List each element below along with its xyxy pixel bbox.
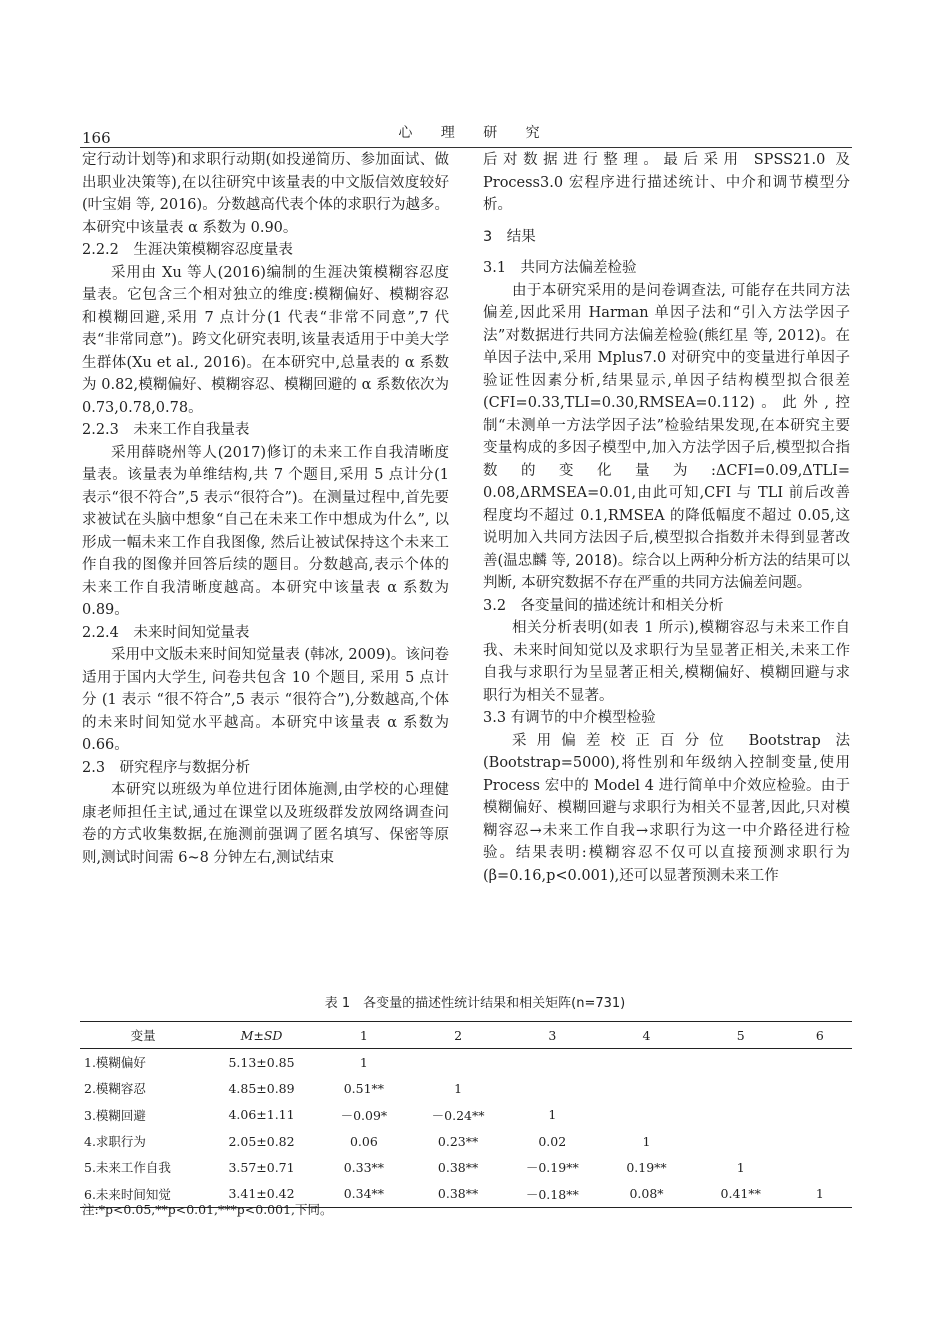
table-row — [80, 1049, 852, 1076]
paragraph: 采用中文版未来时间知觉量表 (韩冰, 2009)。该问卷适用于国内大学生, 问卷共包含 10 个题目, 采用 5 点计分 (1 表示 “很不符合”,5 表示 “很符合”),分数越高,个体的未来时间知觉水平越高。本研究中该量表 α 系数为 0.66。 — [82, 647, 449, 753]
table-cell: 0.34** — [317, 1180, 411, 1207]
table-cell: 5.未来工作自我 — [84, 1160, 171, 1176]
table-cell — [694, 1128, 788, 1154]
paragraph: 由于本研究采用的是问卷调查法, 可能存在共同方法偏差,因此采用 Harman 单因子法和“引入方法学因子法”对数据进行共同方法偏差检验(熊红星 等, 2012)。在单因子法中,采用 Mplus7.0 对研究中的变量进行单因子验证性因素分析,结果显示,单因子结构模型拟合很差(CFI=0.33,TLI=0.30,RMSEA=0.112)。此外,控制“未测单一方法学因子法”检验结果发现,在本研究主要变量构成的多因子模型中,加入方法学因子后,模型拟合指数的变化量为:ΔCFI=0.09,ΔTLI= 0.08,ΔRMSEA=0.01,由此可知,CFI 与 TLI 前后改善程度均不超过 0.1,RMSEA 的降低幅度不超过 0.05,这说明加入共同方法因子后,模型拟合指数并未得到显著改善(温忠麟 等, 2018)。综合以上两种分析方法的结果可以判断, 本研究数据不存在严重的共同方法偏差问题。 — [483, 282, 850, 591]
paragraph: 采用薛晓州等人(2017)修订的未来工作自我清晰度量表。该量表为单维结构,共 7 个题目,采用 5 点计分(1 表示“很不符合”,5 表示“很符合”)。在测量过程中,首先要求被试在头脑中想象“自己在未来工作中想成为什么”, 以形成一幅未来工作自我图像, 然后让被试保持这个未来工作自我的图像并回答后续的题目。分数越高,表示个体的未来工作自我清晰度越高。本研究中该量表 α 系数为 0.89。 — [82, 444, 449, 618]
table-cell: 3.57±0.71 — [228, 1159, 295, 1175]
table-cell — [694, 1102, 788, 1128]
left-column — [82, 149, 449, 869]
table-cell: 1 — [736, 1159, 745, 1175]
section-heading: 3.1 共同方法偏差检验 — [483, 260, 637, 276]
paragraph: 采用偏差校正百分位 Bootstrap 法 (Bootstrap=5000),将性别和年级纳入控制变量,使用 Process 宏中的 Model 4 进行简单中介效应检验。由于模糊偏好、模糊回避与求职行为相关不显著,因此,只对模糊容忍→未来工作自我→求职行为这一中介路径进行检验。结果表明:模糊容忍不仅可以直接预测求职行为(β=0.16,p<0.001),还可以显著预测未来工作 — [483, 732, 850, 884]
table-cell: 6.未来时间知觉 — [80, 1180, 206, 1207]
table-cell: 4.85±0.89 — [228, 1080, 295, 1096]
section-heading: 3.2 各变量间的描述统计和相关分析 — [483, 597, 724, 614]
table-cell — [694, 1049, 788, 1076]
table-header-cell: 6 — [788, 1022, 852, 1049]
paragraph: 采用由 Xu 等人(2016)编制的生涯决策模糊容忍度量表。它包含三个相对独立的维度:模糊偏好、模糊容忍和模糊回避,采用 7 点计分(1 代表“非常不同意”,7 代表“非常同意”)。跨文化研究表明,该量表适用于中美大学生群体(Xu et al., 2016)。在本研究中,总量表的 α 系数为 0.82,模糊偏好、模糊容忍、模糊回避的 α 系数依次为 0.73,0.78,0.78。 — [82, 264, 449, 416]
table-cell: 1 — [454, 1080, 463, 1096]
table-cell: 5.13±0.85 — [228, 1054, 295, 1070]
table-cell: 1 — [642, 1133, 651, 1149]
table-note: 注:*p<0.05,**p<0.01,***p<0.001,下同。 — [82, 1202, 333, 1217]
table-cell: 3.41±0.42 — [206, 1180, 317, 1207]
table-header-cell: 3 — [505, 1022, 599, 1049]
table-cell: 0.02 — [538, 1133, 567, 1149]
paragraph: 本研究以班级为单位进行团体施测,由学校的心理健康老师担任主试,通过在课堂以及班级群发放网络调查问卷的方式收集数据,在施测前强调了匿名填写、保密等原则,测试时间需 6~8 分钟左右,测试结束 — [82, 782, 449, 866]
table-row — [80, 1128, 852, 1154]
table-cell: 1 — [788, 1180, 852, 1207]
table-cell — [788, 1154, 852, 1180]
section-heading: 2.2.4 未来时间知觉量表 — [82, 624, 250, 641]
table-cell — [788, 1049, 852, 1076]
table-cell: －0.19** — [525, 1160, 579, 1176]
table-cell — [599, 1049, 693, 1076]
section-heading: 2.2.3 未来工作自我量表 — [82, 422, 250, 438]
table-cell: 0.33** — [343, 1159, 385, 1175]
section-heading: 2.3 研究程序与数据分析 — [82, 759, 251, 776]
section-heading: 3.3 有调节的中介模型检验 — [483, 710, 656, 726]
table-cell: －0.24** — [431, 1107, 485, 1123]
paragraph: 后对数据进行整理。最后采用 SPSS21.0 及 Process3.0 宏程序进行描述统计、中介和调节模型分析。 — [483, 152, 850, 213]
table-cell — [411, 1049, 505, 1076]
table-cell: 0.19** — [626, 1159, 667, 1175]
table-cell: －0.18** — [505, 1180, 599, 1207]
table-cell: 0.41** — [694, 1180, 788, 1207]
table-cell: 0.23** — [437, 1133, 479, 1149]
table-cell — [599, 1102, 693, 1128]
table-row — [80, 1075, 852, 1101]
journal-title: 心 理 研 究 — [398, 125, 552, 141]
table-header-cell: 变量 — [80, 1022, 206, 1049]
table-cell — [599, 1075, 693, 1101]
table-cell: 1 — [359, 1054, 368, 1070]
table-cell — [788, 1128, 852, 1154]
table-cell: 4.06±1.11 — [228, 1107, 295, 1123]
table-cell: 1.模糊偏好 — [84, 1055, 146, 1071]
page-number: 166 — [82, 129, 111, 147]
table-cell: 0.38** — [411, 1180, 505, 1207]
section-heading: 3 结果 — [483, 228, 536, 245]
table-cell: 4.求职行为 — [84, 1134, 146, 1150]
table-row — [80, 1102, 852, 1128]
section-heading: 2.2.2 生涯决策模糊容忍度量表 — [82, 242, 293, 258]
table-cell — [694, 1075, 788, 1101]
table-cell: 1 — [548, 1107, 557, 1123]
table-cell — [505, 1049, 599, 1076]
table-cell — [505, 1075, 599, 1101]
table-cell: 0.08* — [599, 1180, 693, 1207]
table-cell: 0.38** — [437, 1159, 479, 1175]
table-cell — [788, 1102, 852, 1128]
table-cell — [788, 1075, 852, 1101]
table-header-cell: M±SD — [206, 1022, 317, 1049]
header-rule — [80, 147, 852, 148]
table-cell: 0.06 — [349, 1133, 378, 1149]
paragraph: 定行动计划等)和求职行动期(如投递简历、参加面试、做出职业决策等),在以往研究中该量表的中文版信效度较好(叶宝娟 等, 2016)。分数越高代表个体的求职行为越多。本研究中该量表 α 系数为 0.90。 — [82, 152, 449, 236]
correlation-table — [80, 1021, 852, 1208]
table-cell: －0.09* — [340, 1107, 388, 1123]
table-header-cell: 2 — [411, 1022, 505, 1049]
table-header-cell: 5 — [694, 1022, 788, 1049]
table-cell: 2.05±0.82 — [228, 1133, 295, 1149]
table-cell: 2.模糊容忍 — [84, 1081, 146, 1097]
table-header-cell: 1 — [317, 1022, 411, 1049]
table-header-cell: 4 — [599, 1022, 693, 1049]
table-caption: 表 1 各变量的描述性统计结果和相关矩阵(n=731) — [324, 996, 626, 1011]
table-cell: 3.模糊回避 — [84, 1107, 146, 1123]
right-column — [483, 149, 850, 887]
table-row — [80, 1154, 852, 1180]
table-cell: 0.51** — [343, 1080, 385, 1096]
paragraph: 相关分析表明(如表 1 所示),模糊容忍与未来工作自我、未来时间知觉以及求职行为呈显著正相关,未来工作自我与求职行为呈显著正相关,模糊偏好、模糊回避与求职行为相关不显著。 — [483, 620, 850, 704]
